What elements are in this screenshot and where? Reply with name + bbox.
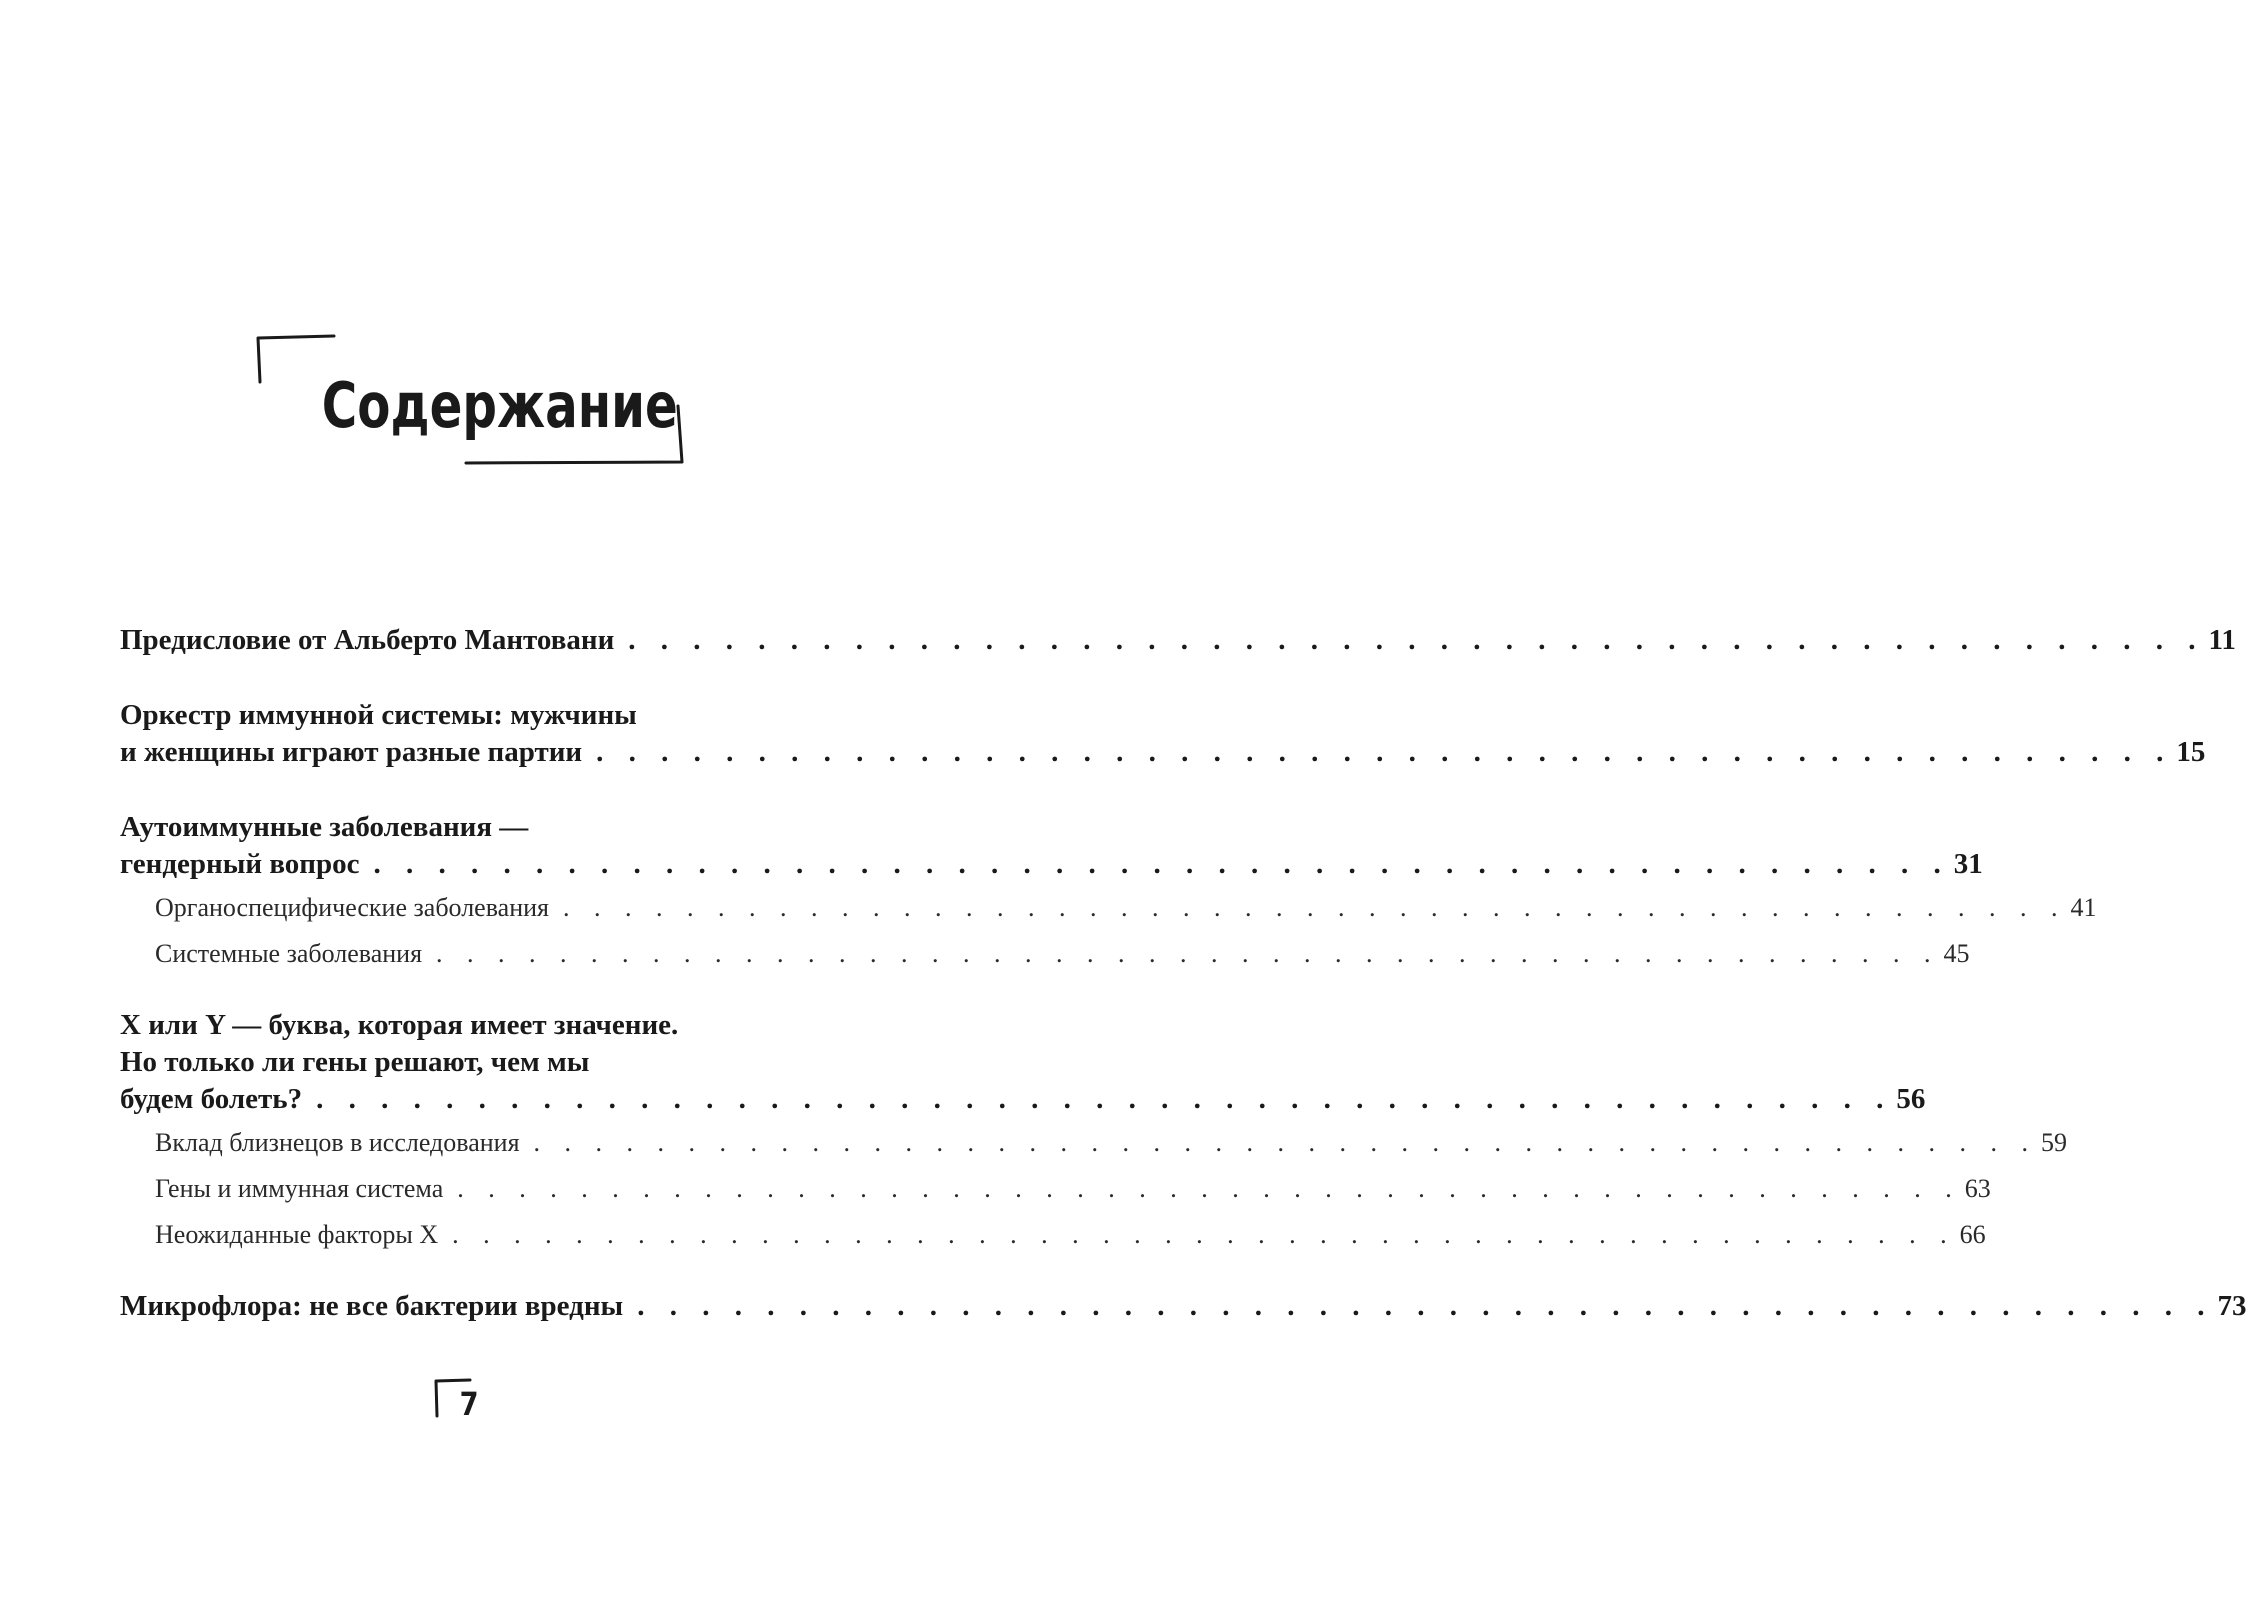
- toc-leader-dots: . . . . . . . . . . . . . . . . . . . . . . . . . . . . . . . . . . . . . . . . . . . . . . . . .: [373, 848, 1950, 880]
- toc-entry-title: Органоспецифические заболевания: [155, 893, 549, 922]
- toc-leader-dots: . . . . . . . . . . . . . . . . . . . . . . . . . . . . . . . . . . . . . . . . . . . . . . . . .: [563, 893, 2067, 922]
- toc-entry-title: Предисловие от Альберто Мантовани: [120, 624, 615, 656]
- toc-page-number: 15: [2176, 736, 2206, 768]
- page-number: 7: [459, 1385, 479, 1423]
- toc-leader-dots: . . . . . . . . . . . . . . . . . . . . . . . . . . . . . . . . . . . . . . . . . . . . . . . . .: [452, 1220, 1956, 1249]
- toc-subentry-unexpected-factors[interactable]: [120, 1220, 1986, 1250]
- toc-entry-title: Оркестр иммунной системы: мужчины: [120, 699, 637, 731]
- toc-page-number: 31: [1953, 848, 1983, 880]
- toc-leader-dots: . . . . . . . . . . . . . . . . . . . . . . . . . . . . . . . . . . . . . . . . . . . . . . . . .: [628, 624, 2205, 656]
- title-block: [250, 330, 690, 470]
- toc-page-number: 45: [1943, 939, 1970, 968]
- toc-page-number: 11: [2208, 624, 2236, 656]
- page-title: Содержание: [321, 369, 678, 442]
- toc-entry-title: Гены и иммунная система: [155, 1174, 444, 1203]
- toc-subentry-systemic[interactable]: [120, 939, 1970, 969]
- toc-page-number: 63: [1964, 1174, 1991, 1203]
- toc-subentry-genes[interactable]: [120, 1174, 1991, 1204]
- toc-leader-dots: . . . . . . . . . . . . . . . . . . . . . . . . . . . . . . . . . . . . . . . . . . . . . . . . .: [457, 1174, 1961, 1203]
- toc-entry-title: Но только ли гены решают, чем мы: [120, 1046, 590, 1078]
- toc-page-number: 59: [2041, 1128, 2068, 1157]
- toc-subentry-twins[interactable]: [120, 1128, 2068, 1158]
- toc-entry-microflora[interactable]: [120, 1288, 2246, 1325]
- toc-page-number: 56: [1896, 1083, 1926, 1115]
- toc-page-number: 41: [2070, 893, 2097, 922]
- toc-leader-dots: . . . . . . . . . . . . . . . . . . . . . . . . . . . . . . . . . . . . . . . . . . . . . . . . .: [596, 736, 2173, 768]
- toc-page-number: 73: [2217, 1290, 2246, 1322]
- toc-entry-title: Системные заболевания: [155, 939, 423, 968]
- toc-entry-preface[interactable]: [120, 622, 2236, 659]
- toc-entry-title: гендерный вопрос: [120, 848, 360, 880]
- toc-subentry-organ-specific[interactable]: [120, 893, 2097, 923]
- toc-entry-title: Неожиданные факторы X: [155, 1220, 439, 1249]
- toc-entry-x-or-y[interactable]: [120, 1007, 1926, 1118]
- toc-entry-title: Микрофлора: не все бактерии вредны: [120, 1290, 624, 1322]
- toc-entry-title: будем болеть?: [120, 1083, 303, 1115]
- toc-entry-immune-orchestra[interactable]: [120, 697, 2206, 771]
- page-folio: [430, 1372, 490, 1428]
- toc-entry-title: Вклад близнецов в исследования: [155, 1128, 520, 1157]
- toc-entry-autoimmune[interactable]: [120, 809, 1983, 883]
- toc-leader-dots: . . . . . . . . . . . . . . . . . . . . . . . . . . . . . . . . . . . . . . . . . . . . . . . . .: [316, 1083, 1893, 1115]
- toc-leader-dots: . . . . . . . . . . . . . . . . . . . . . . . . . . . . . . . . . . . . . . . . . . . . . . . . .: [637, 1290, 2214, 1322]
- toc-leader-dots: . . . . . . . . . . . . . . . . . . . . . . . . . . . . . . . . . . . . . . . . . . . . . . . . .: [436, 939, 1940, 968]
- toc-entry-title: Аутоиммунные заболевания —: [120, 811, 529, 843]
- toc-page-number: 66: [1959, 1220, 1986, 1249]
- table-of-contents: [120, 622, 2246, 1325]
- toc-leader-dots: . . . . . . . . . . . . . . . . . . . . . . . . . . . . . . . . . . . . . . . . . . . . . . . . .: [533, 1128, 2038, 1157]
- toc-entry-title: и женщины играют разные партии: [120, 736, 583, 768]
- toc-entry-title: X или Y — буква, которая имеет значение.: [120, 1009, 679, 1041]
